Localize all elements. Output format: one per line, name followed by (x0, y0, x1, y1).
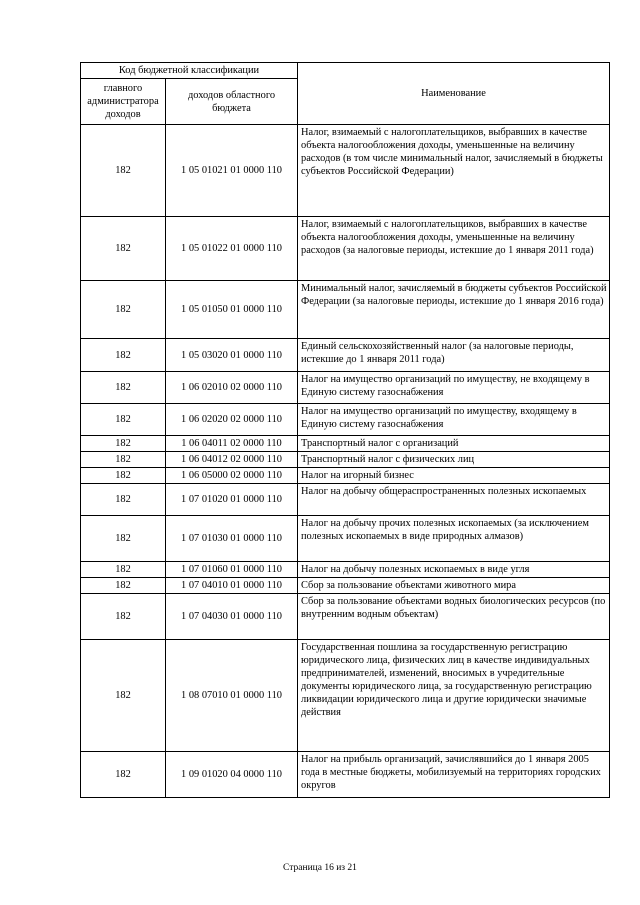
income-code-cell: 1 06 04011 02 0000 110 (166, 436, 298, 452)
table-row (81, 404, 610, 436)
admin-code-cell: 182 (81, 752, 166, 798)
table-row (81, 339, 610, 372)
income-code-cell: 1 08 07010 01 0000 110 (166, 640, 298, 752)
table-body (81, 125, 610, 798)
income-code-cell: 1 05 01021 01 0000 110 (166, 125, 298, 217)
admin-code-cell: 182 (81, 217, 166, 281)
header-income: доходов областного бюджета (166, 79, 298, 125)
table-row (81, 372, 610, 404)
header-admin: главного администратора доходов (81, 79, 166, 125)
table-row (81, 640, 610, 752)
table-row (81, 562, 610, 578)
admin-code-cell: 182 (81, 562, 166, 578)
income-name-cell: Налог на имущество организаций по имуществу, не входящему в Единую систему газоснабжения (298, 372, 610, 404)
table-row (81, 594, 610, 640)
admin-code-cell: 182 (81, 125, 166, 217)
income-code-cell: 1 06 02020 02 0000 110 (166, 404, 298, 436)
admin-code-cell: 182 (81, 578, 166, 594)
admin-code-cell: 182 (81, 436, 166, 452)
admin-code-cell: 182 (81, 468, 166, 484)
income-name-cell: Налог на добычу общераспространенных полезных ископаемых (298, 484, 610, 516)
income-name-cell: Сбор за пользование объектами водных биологических ресурсов (по внутренним водным объектам) (298, 594, 610, 640)
admin-code-cell: 182 (81, 484, 166, 516)
income-name-cell: Налог на имущество организаций по имуществу, входящему в Единую систему газоснабжения (298, 404, 610, 436)
table-row (81, 516, 610, 562)
admin-code-cell: 182 (81, 594, 166, 640)
income-code-cell: 1 06 04012 02 0000 110 (166, 452, 298, 468)
income-code-cell: 1 06 05000 02 0000 110 (166, 468, 298, 484)
admin-code-cell: 182 (81, 281, 166, 339)
admin-code-cell: 182 (81, 640, 166, 752)
header-group-title: Код бюджетной классификации (81, 63, 298, 79)
table-row (81, 752, 610, 798)
admin-code-cell: 182 (81, 404, 166, 436)
income-name-cell: Транспортный налог с физических лиц (298, 452, 610, 468)
income-code-cell: 1 05 01022 01 0000 110 (166, 217, 298, 281)
income-name-cell: Единый сельскохозяйственный налог (за налоговые периоды, истекшие до 1 января 2011 года) (298, 339, 610, 372)
page-footer: Страница 16 из 21 (283, 863, 357, 873)
income-code-cell: 1 07 04030 01 0000 110 (166, 594, 298, 640)
income-code-cell: 1 07 01030 01 0000 110 (166, 516, 298, 562)
income-code-cell: 1 09 01020 04 0000 110 (166, 752, 298, 798)
income-name-cell: Сбор за пользование объектами животного мира (298, 578, 610, 594)
header-name: Наименование (298, 63, 610, 125)
table-row (81, 578, 610, 594)
table-row (81, 452, 610, 468)
budget-classification-table (80, 62, 610, 798)
admin-code-cell: 182 (81, 452, 166, 468)
income-code-cell: 1 06 02010 02 0000 110 (166, 372, 298, 404)
table-row (81, 484, 610, 516)
income-code-cell: 1 07 01020 01 0000 110 (166, 484, 298, 516)
table-row (81, 468, 610, 484)
admin-code-cell: 182 (81, 372, 166, 404)
income-name-cell: Транспортный налог с организаций (298, 436, 610, 452)
income-name-cell: Налог на добычу полезных ископаемых в виде угля (298, 562, 610, 578)
income-code-cell: 1 05 01050 01 0000 110 (166, 281, 298, 339)
income-name-cell: Налог на прибыль организаций, зачислявшийся до 1 января 2005 года в местные бюджеты, мобилизуемый на территориях городских округов (298, 752, 610, 798)
income-code-cell: 1 07 01060 01 0000 110 (166, 562, 298, 578)
income-name-cell: Минимальный налог, зачисляемый в бюджеты субъектов Российской Федерации (за налоговые периоды, истекшие до 1 января 2016 года) (298, 281, 610, 339)
income-code-cell: 1 07 04010 01 0000 110 (166, 578, 298, 594)
income-code-cell: 1 05 03020 01 0000 110 (166, 339, 298, 372)
table-row (81, 125, 610, 217)
admin-code-cell: 182 (81, 516, 166, 562)
income-name-cell: Налог на добычу прочих полезных ископаемых (за исключением полезных ископаемых в виде природных алмазов) (298, 516, 610, 562)
income-name-cell: Налог на игорный бизнес (298, 468, 610, 484)
table-row (81, 217, 610, 281)
income-name-cell: Налог, взимаемый с налогоплательщиков, выбравших в качестве объекта налогообложения доходы, уменьшенные на величину расходов (за налоговые периоды, истекшие до 1 января 2011 года) (298, 217, 610, 281)
admin-code-cell: 182 (81, 339, 166, 372)
table-row (81, 281, 610, 339)
income-name-cell: Государственная пошлина за государственную регистрацию юридического лица, физических лиц в качестве индивидуальных предпринимателей, изменений, вносимых в учредительные документы юридического лица, за государственную регистрацию ликвидации юридического лица и другие юридически значимые действия (298, 640, 610, 752)
income-name-cell: Налог, взимаемый с налогоплательщиков, выбравших в качестве объекта налогообложения доходы, уменьшенные на величину расходов (в том числе минимальный налог, зачисляемый в бюджеты субъектов Российской Федерации) (298, 125, 610, 217)
table-row (81, 436, 610, 452)
